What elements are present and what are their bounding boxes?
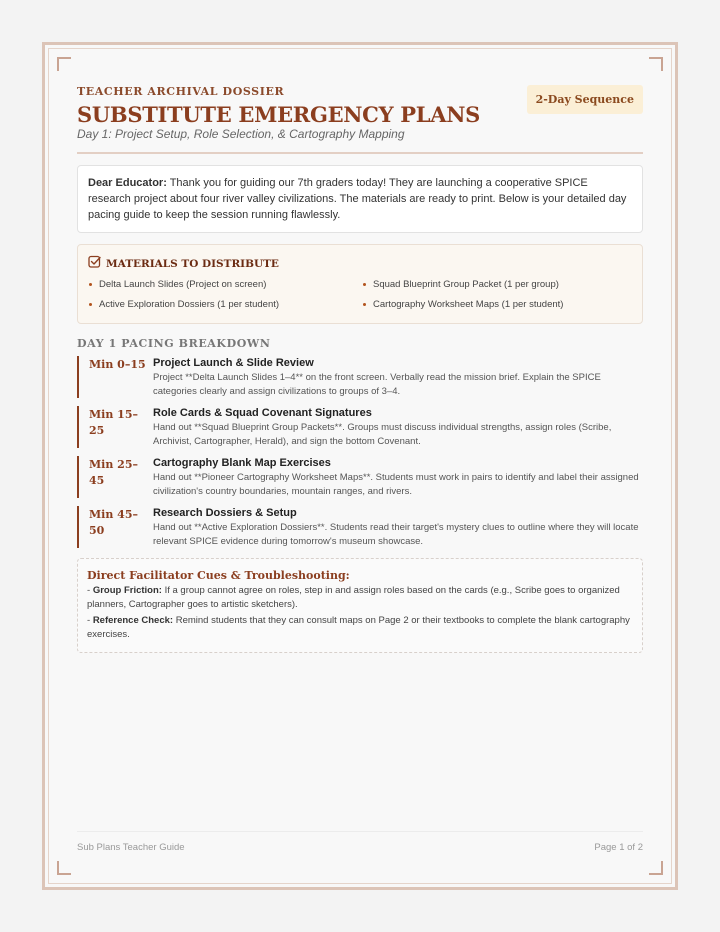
cues-title: Direct Facilitator Cues & Troubleshooting:: [87, 569, 350, 582]
facilitator-cues-box: [77, 558, 643, 653]
corner-ornament-top-left: [57, 57, 71, 71]
corner-ornament-bottom-left: [57, 861, 71, 875]
material-item: [88, 275, 362, 295]
pacing-description: Hand out **Squad Blueprint Group Packets**. Groups must discuss individual strengths, assign roles (Scribe, Archivist, Cartographer, Herald), and sign the bottom Covenant.: [153, 422, 612, 447]
footer-title: Sub Plans Teacher Guide: [77, 842, 185, 853]
pacing-heading: Cartography Blank Map Exercises: [153, 457, 331, 469]
intro-lead: Dear Educator:: [88, 177, 167, 189]
cue-lead: Reference Check:: [92, 615, 174, 626]
pacing-row: [77, 456, 643, 498]
pacing-heading: Role Cards & Squad Covenant Signatures: [153, 407, 372, 419]
checkbox-icon: [88, 255, 101, 273]
page-number: Page 1 of 2: [594, 842, 643, 853]
material-item: [88, 295, 362, 315]
cue-text: Remind students that they can consult maps on Page 2 or their textbooks to complete the blank cartography exercises.: [87, 615, 630, 640]
cue-line: [87, 584, 633, 612]
pacing-description: Hand out **Active Exploration Dossiers**. Students read their target's mystery clues to outline where they will locate relevant SPICE evidence during tomorrow's museum showcase.: [153, 522, 639, 547]
pacing-row: [77, 506, 643, 548]
pacing-time: Min 15–25: [89, 408, 138, 437]
material-item-label: Cartography Worksheet Maps (1 per student): [373, 299, 564, 310]
pacing-time: Min 0–15: [89, 358, 146, 371]
pacing-row: [77, 356, 643, 398]
cue-line: [87, 614, 633, 642]
document-header: [77, 85, 643, 141]
material-item-label: Squad Blueprint Group Packet (1 per group): [373, 279, 559, 290]
pacing-list: [77, 356, 643, 548]
pacing-heading: Research Dossiers & Setup: [153, 507, 297, 519]
bullet-icon: [89, 303, 92, 306]
pacing-body: [153, 506, 643, 548]
pacing-description: Hand out **Pioneer Cartography Worksheet Maps**. Students must work in pairs to identify and label their assigned civilization's country boundaries, mountain ranges, and rivers.: [153, 472, 639, 497]
bullet-icon: [89, 283, 92, 286]
materials-list: [88, 275, 632, 315]
materials-header: [88, 255, 632, 273]
intro-box: [77, 165, 643, 233]
page-frame: [42, 42, 678, 890]
corner-ornament-top-right: [649, 57, 663, 71]
pacing-description: Project **Delta Launch Slides 1–4** on the front screen. Verbally read the mission brief. Explain the SPICE categories clearly and assign civilizations to groups of 3–4.: [153, 372, 601, 397]
pacing-time: Min 45–50: [89, 508, 138, 537]
corner-ornament-bottom-right: [649, 861, 663, 875]
document-subtitle: Day 1: Project Setup, Role Selection, & Cartography Mapping: [77, 127, 405, 141]
pacing-heading: Project Launch & Slide Review: [153, 357, 314, 369]
material-item: [362, 295, 636, 315]
pacing-time: Min 25–45: [89, 458, 138, 487]
sequence-badge: 2-Day Sequence: [527, 85, 643, 114]
pacing-row: [77, 406, 643, 448]
material-item-label: Delta Launch Slides (Project on screen): [99, 279, 267, 290]
header-divider: [77, 152, 643, 154]
cue-text: If a group cannot agree on roles, step in and assign roles based on the cards (e.g., Scribe goes to organized planners, Cartographer goes to artistic sketchers).: [87, 585, 620, 610]
bullet-icon: [363, 303, 366, 306]
materials-title: MATERIALS TO DISTRIBUTE: [106, 258, 279, 270]
document-content: [77, 81, 643, 653]
pacing-title: DAY 1 PACING BREAKDOWN: [77, 337, 271, 350]
cue-prefix: -: [87, 585, 93, 596]
page-footer: [77, 831, 643, 853]
pacing-body: [153, 406, 643, 448]
cue-prefix: -: [87, 615, 93, 626]
cue-lead: Group Friction:: [92, 585, 162, 596]
intro-text: Thank you for guiding our 7th graders today! They are launching a cooperative SPICE research project about four river valley civilizations. The materials are ready to print. Below is your detailed day pacing guide to keep the session running flawlessly.: [88, 177, 627, 221]
pacing-body: [153, 356, 643, 398]
material-item: [362, 275, 636, 295]
document-title: SUBSTITUTE EMERGENCY PLANS: [77, 102, 481, 127]
materials-box: [77, 244, 643, 324]
material-item-label: Active Exploration Dossiers (1 per student): [99, 299, 280, 310]
bullet-icon: [363, 283, 366, 286]
pacing-body: [153, 456, 643, 498]
document-kicker: TEACHER ARCHIVAL DOSSIER: [77, 85, 285, 98]
